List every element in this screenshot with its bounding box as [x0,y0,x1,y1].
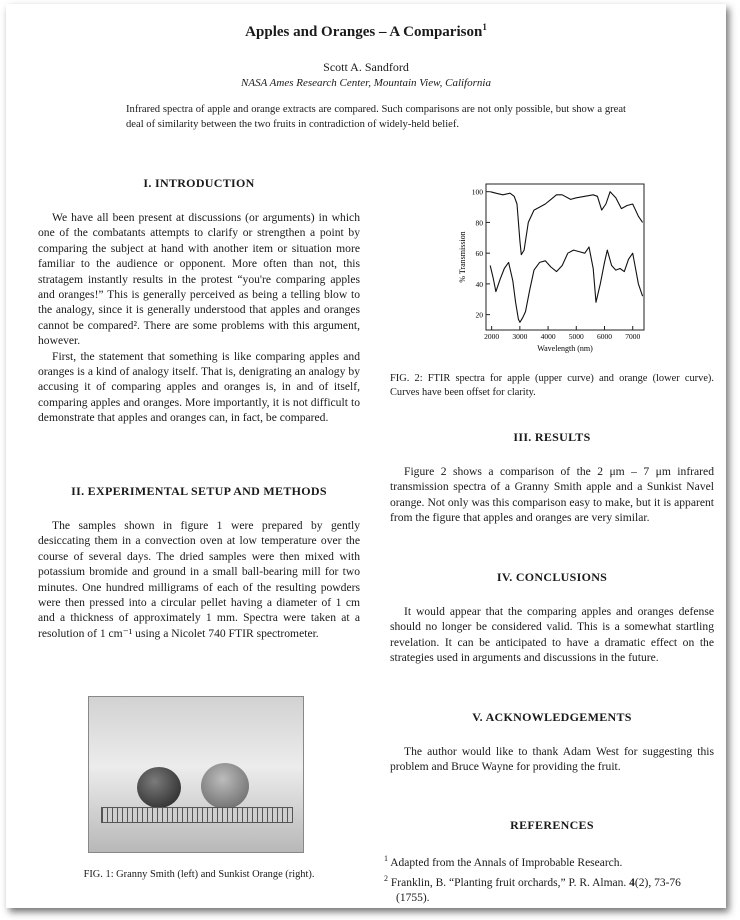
orange-spectrum-line [490,247,642,322]
heading-results: III. RESULTS [513,430,591,444]
section-introduction [38,210,360,426]
section-methods [38,518,360,641]
conclusions-paragraph-1: It would appear that the comparing apples and oranges defense should no longer be considered valid. This is a somewhat startling revelation. It can be anticipated to have a dramatic effect on the strategies used in arguments and discussions in the future. [390,605,714,665]
orange-image [201,763,249,809]
intro-paragraph-1: We have all been present at discussions (or arguments) in which one of the combatants attempts to clarify or strengthen a point by comparing the subject at hand with another item or situation more familiar to the audience or opponent. More often than not, this stratagem instantly results in the protest “you're comparing apples and oranges!” This is generally perceived as being a telling blow to the analogy, since it is generally understood that apples and oranges cannot be compared². There are some problems with this argument, however. [38,211,360,348]
reference-list [384,851,714,906]
author-affiliation: NASA Ames Research Center, Mountain View, California [241,77,491,89]
chart-y-tick-label: 100 [471,187,483,197]
chart-x-tick-label: 6000 [597,332,612,341]
fig2-spectra-chart [446,180,656,356]
reference-1: $^1$ Adapted from the Annals of Improbable Research. [384,854,623,869]
section-conclusions [390,604,714,666]
paper-title: Apples and Oranges – A Comparison$^1$ [245,22,487,40]
intro-paragraph-2: First, the statement that something is like comparing apples and oranges is a kind of analogy itself. That is, denigrating an analogy by accusing it of comparing apples and oranges is, in and of itself, comparing apples and oranges. More importantly, it is not difficult to demonstrate that apples and oranges can, in fact, be compared. [38,349,360,425]
fig1-photo [88,696,304,853]
reference-2: $^2$ Franklin, B. “Planting fruit orchards,” P. R. Alman. 4(2), 73-76 (1755). [384,873,681,904]
chart-x-tick-label: 3000 [512,332,528,341]
heading-conclusions: IV. CONCLUSIONS [496,570,608,584]
heading-references: REFERENCES [510,818,594,832]
section-results [390,464,714,526]
section-acknowledgements [390,744,714,775]
chart-y-tick-label: 80 [475,218,483,228]
chart-x-tick-label: 4000 [540,332,556,341]
chart-x-tick-label: 5000 [568,332,584,341]
heading-introduction: I. INTRODUCTION [143,176,255,190]
ruler-image [101,807,293,823]
author-name: Scott A. Sandford [323,60,409,74]
heading-acknowledgements: V. ACKNOWLEDGEMENTS [472,710,632,724]
chart-y-tick-label: 60 [475,249,483,259]
heading-methods: II. EXPERIMENTAL SETUP AND METHODS [71,484,327,498]
fig2-caption: FIG. 2: FTIR spectra for apple (upper curve) and orange (lower curve). Curves have been offset for clarity. [390,373,714,398]
chart-x-axis-label: Wavelength (nm) [537,344,593,353]
paper-page [6,4,726,908]
ack-paragraph-1: The author would like to thank Adam West for suggesting this problem and Bruce Wayne for providing the fruit. [390,745,714,774]
chart-x-tick-label: 2000 [484,332,500,341]
chart-y-tick-label: 40 [475,279,483,289]
chart-x-tick-label: 7000 [625,332,641,341]
abstract: Infrared spectra of apple and orange extracts are compared. Such comparisons are not only possible, but show a great deal of similarity between the two fruits in contradiction of widely-held belief. [126,104,626,130]
apple-image [137,767,181,808]
results-paragraph-1: Figure 2 shows a comparison of the 2 μm – 7 μm infrared transmission spectra of a Granny Smith apple and a Sunkist Navel orange. Not only was this comparison easy to make, but it is apparent from the figure that apples and oranges are very similar. [390,465,714,525]
apple-spectrum-line [490,192,642,255]
chart-y-tick-label: 20 [475,310,483,320]
chart-y-axis-label: % Transmission [458,231,467,283]
methods-paragraph-1: The samples shown in figure 1 were prepared by gently desiccating them in a convection oven at low temperature over the course of several days. The dried samples were then mixed with potassium bromide and ground in a small ball-bearing mill for two minutes. One hundred milligrams of each of the resulting powders were then pressed into a circular pellet having a diameter of 1 cm and a thickness of approximately 1 mm. Spectra were taken at a resolution of 1 cm⁻¹ using a Nicolet 740 FTIR spectrometer. [38,519,360,640]
fig1-caption: FIG. 1: Granny Smith (left) and Sunkist Orange (right). [83,869,315,880]
